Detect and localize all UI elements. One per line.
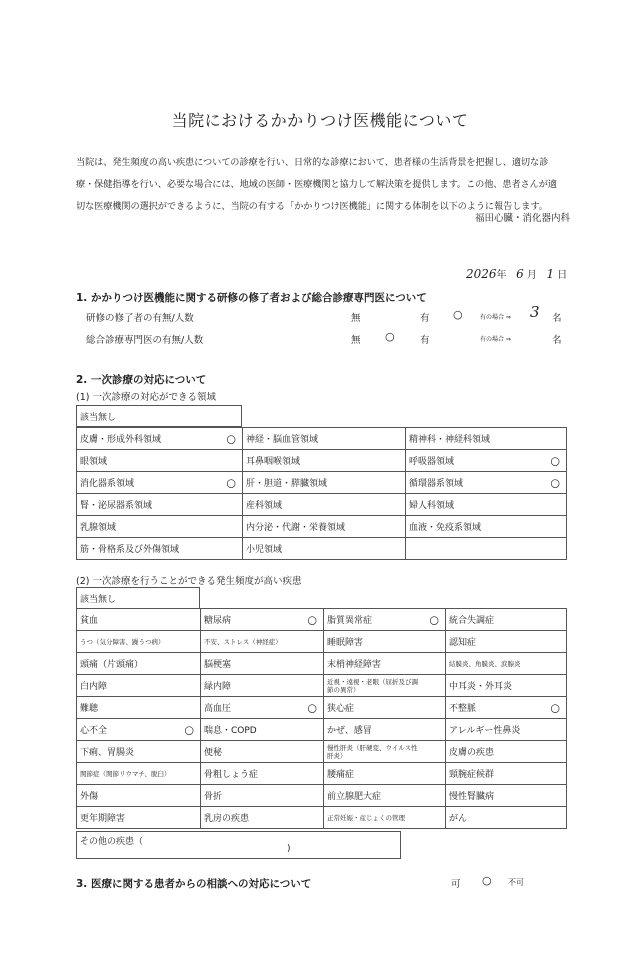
disease-cell	[324, 741, 446, 763]
area-cell	[243, 516, 406, 538]
disease-row	[77, 697, 567, 719]
area-cell	[406, 516, 567, 538]
area-label: 循環器系領域	[409, 479, 464, 489]
area-label: 婦人科領域	[409, 501, 455, 511]
selected-circle-mark: ○	[550, 701, 560, 714]
area-label: 耳鼻咽喉領域	[246, 457, 301, 467]
diseases-table	[76, 608, 567, 829]
disease-cell	[201, 741, 324, 763]
disease-label: 正常妊娠・産じょくの管理	[327, 813, 405, 822]
intro-line: 当院は、発生頻度の高い疾患についての診療を行い、日常的な診療において、患者様の生活背景を把握し、適切な診	[76, 157, 549, 168]
disease-cell	[77, 675, 201, 697]
disease-cell	[77, 653, 201, 675]
disease-label: 骨折	[204, 792, 223, 802]
area-cell	[243, 472, 406, 494]
disease-cell	[446, 631, 567, 653]
area-cell	[406, 472, 567, 494]
disease-label: 貧血	[80, 616, 99, 626]
disease-label: 不安、ストレス（神経症）	[204, 637, 282, 646]
training-none: 無	[351, 313, 361, 324]
selected-circle-mark: ○	[307, 613, 317, 626]
selected-circle-mark: ○	[226, 476, 236, 489]
section2-sub2: (2) 一次診療を行うことができる発生頻度が高い疾患	[76, 576, 302, 587]
disease-cell	[324, 675, 446, 697]
disease-cell	[201, 763, 324, 785]
date-day-label: 日	[557, 270, 568, 281]
disease-cell	[201, 653, 324, 675]
disease-cell	[446, 741, 567, 763]
area-cell	[406, 428, 567, 450]
disease-label: 末梢神経障害	[327, 660, 382, 670]
other-diseases-label: その他の疾患（	[80, 837, 144, 847]
date-month-label: 月	[526, 270, 537, 281]
disease-label: 糖尿病	[204, 616, 232, 626]
intro-paragraph	[76, 152, 576, 218]
disease-cell	[77, 631, 201, 653]
disease-label: アレルギー性鼻炎	[449, 726, 521, 736]
areas-none-table	[76, 405, 242, 427]
area-row	[77, 494, 567, 516]
area-cell	[406, 494, 567, 516]
date-year: 2026	[466, 267, 497, 281]
area-label: 神経・脳血管領域	[246, 435, 319, 445]
date-month: 6	[516, 267, 524, 281]
disease-label: 心不全	[80, 726, 108, 736]
date-year-label: 年	[496, 270, 507, 281]
area-cell	[243, 538, 406, 560]
disease-label: 緑内障	[204, 682, 232, 692]
disease-row	[77, 741, 567, 763]
disease-label: 統合失調症	[449, 616, 495, 626]
disease-cell	[201, 785, 324, 807]
disease-row	[77, 675, 567, 697]
disease-label: 不整脈	[449, 704, 477, 714]
selected-circle-mark: ○	[184, 723, 194, 736]
disease-label: 難聴	[80, 704, 99, 714]
area-cell	[77, 450, 243, 472]
area-label: 乳腺領域	[80, 523, 117, 533]
intro-line: 切な医療機関の選択ができるように、当院の有する「かかりつけ医機能」に関する体制を以下のように報告します。	[76, 201, 548, 212]
disease-label: 近視・遠視・老眼（屈折及び調節の異常）	[327, 677, 418, 694]
area-cell	[406, 450, 567, 472]
disease-row	[77, 631, 567, 653]
disease-label: 皮膚の疾患	[449, 748, 495, 758]
disease-cell	[324, 609, 446, 631]
disease-cell	[324, 653, 446, 675]
disease-label: 頭痛（片頭痛）	[80, 660, 144, 670]
disease-label: 認知症	[449, 638, 477, 648]
area-label: 精神科・神経科領域	[409, 435, 491, 445]
other-diseases-close: )	[287, 844, 291, 854]
area-cell	[243, 450, 406, 472]
gp-none: 無	[351, 335, 361, 346]
area-cell	[77, 494, 243, 516]
area-cell	[77, 538, 243, 560]
disease-label: 白内障	[80, 682, 108, 692]
selected-circle-mark: ○	[550, 476, 560, 489]
consult-yes: 可	[451, 879, 461, 890]
disease-row	[77, 719, 567, 741]
disease-label: 前立腺肥大症	[327, 792, 382, 802]
disease-cell	[324, 807, 446, 829]
consult-no: 不可	[508, 878, 524, 887]
disease-cell	[77, 609, 201, 631]
other-diseases-cell	[77, 832, 401, 859]
disease-label: 腰痛症	[327, 770, 355, 780]
disease-label: 脳梗塞	[204, 660, 232, 670]
clinic-name: 福田心臓・消化器内科	[474, 213, 570, 224]
disease-row	[77, 807, 567, 829]
disease-row	[77, 763, 567, 785]
selected-circle-mark: ○	[307, 701, 317, 714]
disease-label: 中耳炎・外耳炎	[449, 682, 513, 692]
disease-label: 慢性肝炎（肝硬変、ウイルス性肝炎）	[327, 743, 418, 760]
diseases-none-table	[76, 587, 200, 609]
disease-cell	[77, 785, 201, 807]
disease-row	[77, 785, 567, 807]
disease-row	[77, 653, 567, 675]
disease-cell	[324, 719, 446, 741]
section1-heading: 1. かかりつけ医機能に関する研修の修了者および総合診療専門医について	[76, 292, 427, 304]
disease-label: 骨粗しょう症	[204, 770, 259, 780]
disease-cell	[77, 697, 201, 719]
disease-label: 便秘	[204, 748, 223, 758]
disease-cell	[446, 653, 567, 675]
area-cell	[406, 538, 567, 560]
disease-label: 喘息・COPD	[204, 726, 257, 736]
gp-unit: 名	[552, 335, 562, 346]
disease-cell	[77, 741, 201, 763]
report-date	[466, 266, 567, 281]
area-cell	[77, 472, 243, 494]
area-label: 腎・泌尿器系領域	[80, 501, 153, 511]
section3-heading: 3. 医療に関する患者からの相談への対応について	[76, 878, 312, 890]
areas-none-cell: 該当無し	[77, 406, 242, 427]
area-cell	[243, 494, 406, 516]
disease-label: 脂質異常症	[327, 616, 373, 626]
disease-cell	[446, 697, 567, 719]
disease-cell	[201, 609, 324, 631]
disease-label: 関節症（関節リウマチ、脱臼）	[80, 769, 171, 778]
disease-cell	[201, 631, 324, 653]
disease-cell	[446, 785, 567, 807]
disease-label: 更年期障害	[80, 814, 126, 824]
disease-cell	[201, 675, 324, 697]
disease-label: がん	[449, 814, 468, 824]
disease-label: 高血圧	[204, 704, 232, 714]
areas-table	[76, 427, 567, 560]
training-label: 研修の修了者の有無/人数	[86, 313, 194, 324]
area-label: 産科領域	[246, 501, 283, 511]
intro-line: 療・保健指導を行い、必要な場合には、地域の医師・医療機関と協力して解決策を提供します。この他、患者さんが適	[76, 179, 557, 190]
area-label: 肝・胆道・膵臓領域	[246, 479, 328, 489]
disease-cell	[201, 719, 324, 741]
area-row	[77, 538, 567, 560]
diseases-none-cell: 該当無し	[77, 588, 200, 609]
disease-label: 睡眠障害	[327, 638, 364, 648]
area-row	[77, 516, 567, 538]
training-count: 3	[530, 303, 540, 321]
area-cell	[243, 428, 406, 450]
selected-circle-mark: ○	[226, 432, 236, 445]
area-label: 眼領域	[80, 457, 108, 467]
disease-row	[77, 609, 567, 631]
area-cell	[77, 516, 243, 538]
disease-cell	[446, 675, 567, 697]
area-label: 筋・骨格系及び外傷領域	[80, 545, 180, 555]
disease-cell	[77, 763, 201, 785]
selected-circle-mark: ○	[429, 613, 439, 626]
section2-sub1: (1) 一次診療の対応ができる領域	[76, 392, 216, 403]
disease-cell	[446, 719, 567, 741]
area-row	[77, 472, 567, 494]
disease-cell	[77, 719, 201, 741]
gp-none-mark: ○	[385, 330, 395, 343]
disease-label: 乳房の疾患	[204, 814, 250, 824]
disease-cell	[324, 631, 446, 653]
area-cell	[77, 428, 243, 450]
disease-cell	[446, 763, 567, 785]
disease-label: 狭心症	[327, 704, 355, 714]
gp-yes: 有	[420, 335, 430, 346]
training-yes-mark: ○	[453, 308, 463, 321]
training-unit: 名	[552, 313, 562, 324]
area-row	[77, 450, 567, 472]
disease-cell	[446, 807, 567, 829]
area-label: 消化器系領域	[80, 479, 135, 489]
disease-cell	[324, 763, 446, 785]
disease-cell	[201, 807, 324, 829]
area-label: 呼吸器領域	[409, 457, 455, 467]
date-day: 1	[546, 267, 555, 281]
disease-label: 頸腕症候群	[449, 770, 495, 780]
area-row	[77, 428, 567, 450]
disease-label: 結膜炎、角膜炎、涙腺炎	[449, 659, 521, 668]
area-label: 内分泌・代謝・栄養領域	[246, 523, 346, 533]
gp-note: 有の場合 ⇒	[480, 336, 511, 343]
disease-cell	[324, 785, 446, 807]
section2-heading: 2. 一次診療の対応について	[76, 374, 207, 386]
area-label: 皮膚・形成外科領域	[80, 435, 162, 445]
training-note: 有の場合 ⇒	[480, 314, 511, 321]
disease-label: 下痢、胃腸炎	[80, 748, 135, 758]
gp-label: 総合診療専門医の有無/人数	[86, 335, 204, 346]
disease-cell	[446, 609, 567, 631]
disease-cell	[324, 697, 446, 719]
disease-label: 慢性腎臓病	[449, 792, 495, 802]
training-yes: 有	[420, 313, 430, 324]
area-label: 小児領域	[246, 545, 283, 555]
disease-label: 外傷	[80, 792, 99, 802]
disease-label: かぜ、感冒	[327, 726, 372, 736]
disease-cell	[201, 697, 324, 719]
other-diseases-table	[76, 831, 401, 859]
selected-circle-mark: ○	[550, 454, 560, 467]
consult-yes-mark: ○	[482, 874, 492, 887]
page-title: 当院におけるかかりつけ医機能について	[171, 111, 469, 130]
area-label: 血液・免疫系領域	[409, 523, 482, 533]
disease-cell	[77, 807, 201, 829]
disease-label: うつ（気分障害、躁うつ病）	[80, 637, 165, 646]
